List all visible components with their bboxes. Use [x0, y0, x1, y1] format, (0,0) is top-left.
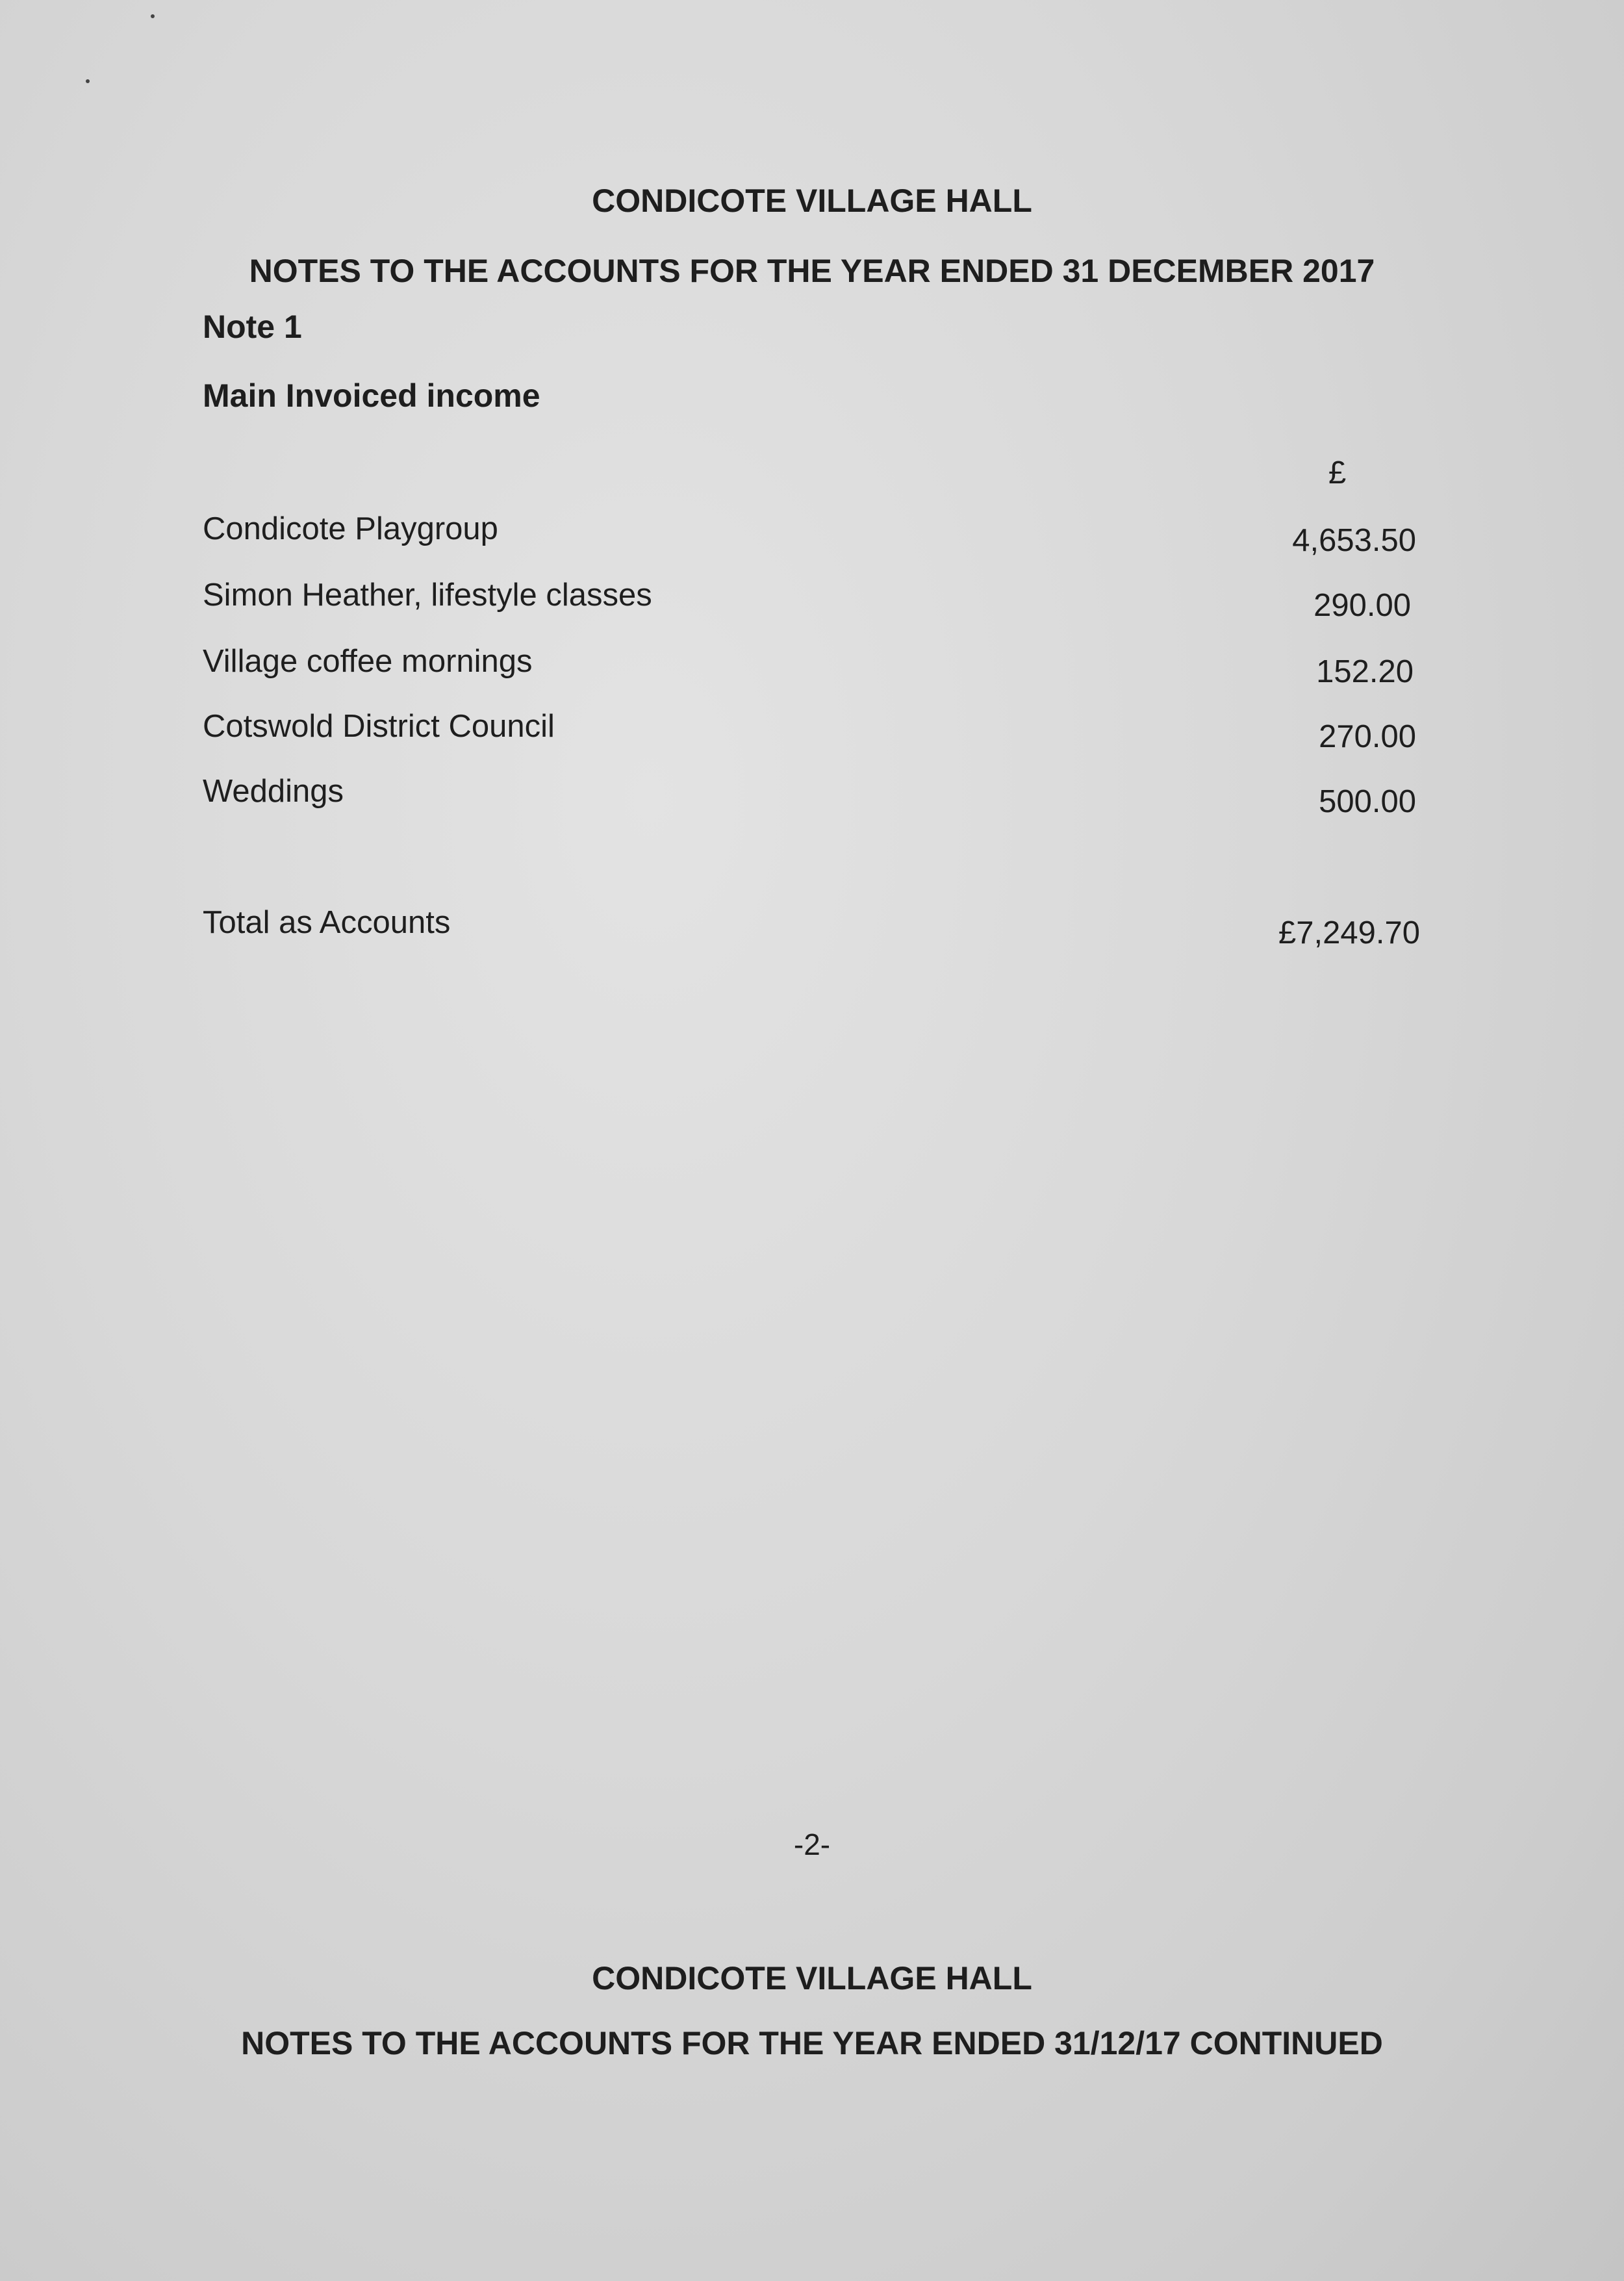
income-item-amount: 500.00 [1319, 784, 1416, 819]
income-item-amount: 290.00 [1313, 588, 1411, 623]
footer-document-title: NOTES TO THE ACCOUNTS FOR THE YEAR ENDED 31/12/17 CONTINUED [241, 2025, 1383, 2061]
org-title: CONDICOTE VILLAGE HALL [592, 183, 1032, 219]
income-item-label: Condicote Playgroup [203, 511, 498, 546]
income-item-label: Cotswold District Council [203, 709, 555, 744]
footer-org-title: CONDICOTE VILLAGE HALL [592, 1960, 1032, 1996]
income-item-amount: 270.00 [1319, 719, 1416, 754]
total-label: Total as Accounts [203, 905, 451, 940]
page-number: -2- [793, 1828, 831, 1861]
total-amount: £7,249.70 [1278, 915, 1420, 950]
income-item-label: Village coffee mornings [203, 644, 533, 679]
currency-symbol: £ [1328, 455, 1347, 491]
income-item-amount: 152.20 [1316, 654, 1414, 689]
income-item-amount: 4,653.50 [1292, 523, 1416, 558]
income-item-label: Simon Heather, lifestyle classes [203, 578, 652, 613]
note-number: Note 1 [203, 309, 302, 345]
note-heading: Main Invoiced income [203, 377, 540, 414]
document-title: NOTES TO THE ACCOUNTS FOR THE YEAR ENDED 31 DECEMBER 2017 [249, 253, 1375, 289]
income-item-label: Weddings [203, 774, 344, 809]
paper-speck [86, 79, 90, 83]
paper-speck [151, 14, 155, 18]
